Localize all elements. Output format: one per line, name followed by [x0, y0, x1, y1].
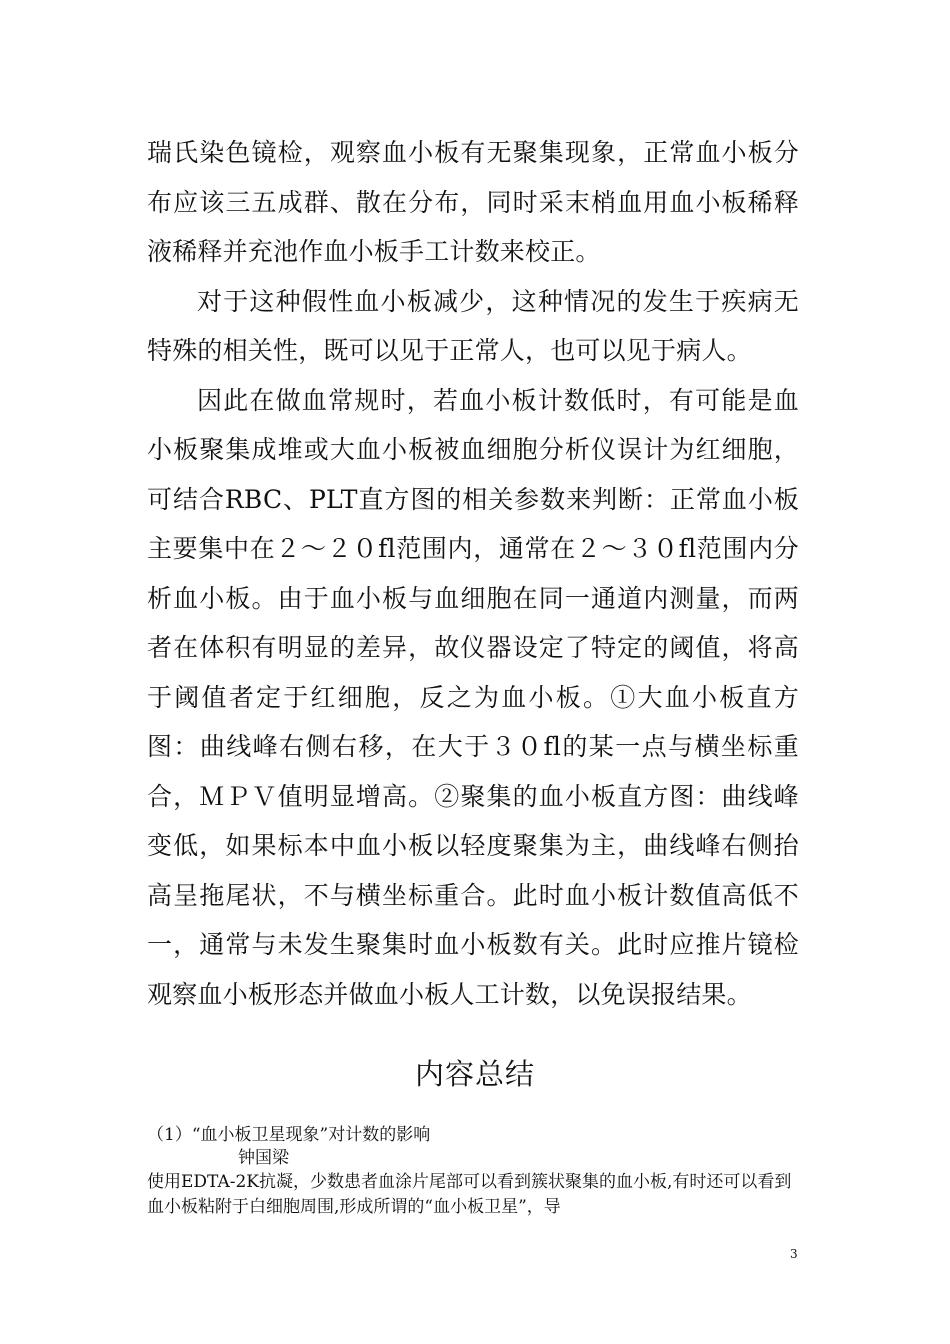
paragraph-2: 对于这种假性血小板减少，这种情况的发生于疾病无特殊的相关性，既可以见于正常人，也可以见于病人。: [147, 286, 799, 365]
summary-heading: （1）“血小板卫星现象”对计数的影响: [147, 1125, 431, 1145]
summary-text: 使用EDTA-2K抗凝，少数患者血涂片尾部可以看到簇状聚集的血小板,有时还可以看到血小板粘附于白细胞周围,形成所谓的“血小板卫星”，导: [147, 1172, 792, 1217]
summary-author: 钟国梁: [238, 1148, 289, 1168]
page-number: 3: [790, 1247, 798, 1261]
paragraph-1: 瑞氏染色镜检，观察血小板有无聚集现象，正常血小板分布应该三五成群、散在分布，同时采末梢血用血小板稀释液稀释并充池作血小板手工计数来校正。: [147, 138, 799, 266]
body-text: [147, 128, 799, 1019]
paragraph-3: 因此在做血常规时，若血小板计数低时，有可能是血小板聚集成堆或大血小板被血细胞分析仪误计为红细胞，可结合RBC、PLT直方图的相关参数来判断：正常血小板主要集中在２～２０fl范围内，通常在２～３０fl范围内分析血小板。由于血小板与血细胞在同一通道内测量，而两者在体积有明显的差异，故仪器设定了特定的阈值，将高于阈值者定于红细胞，反之为血小板。①大血小板直方图：曲线峰右侧右移，在大于３０fl的某一点与横坐标重合，ＭＰＶ值明显增高。②聚集的血小板直方图：曲线峰变低，如果标本中血小板以轻度聚集为主，曲线峰右侧抬高呈拖尾状，不与横坐标重合。此时血小板计数值高低不一，通常与未发生聚集时血小板数有关。此时应推片镜检观察血小板形态并做血小板人工计数，以免误报结果。: [147, 385, 799, 1009]
section-title: 内容总结: [414, 1057, 535, 1091]
